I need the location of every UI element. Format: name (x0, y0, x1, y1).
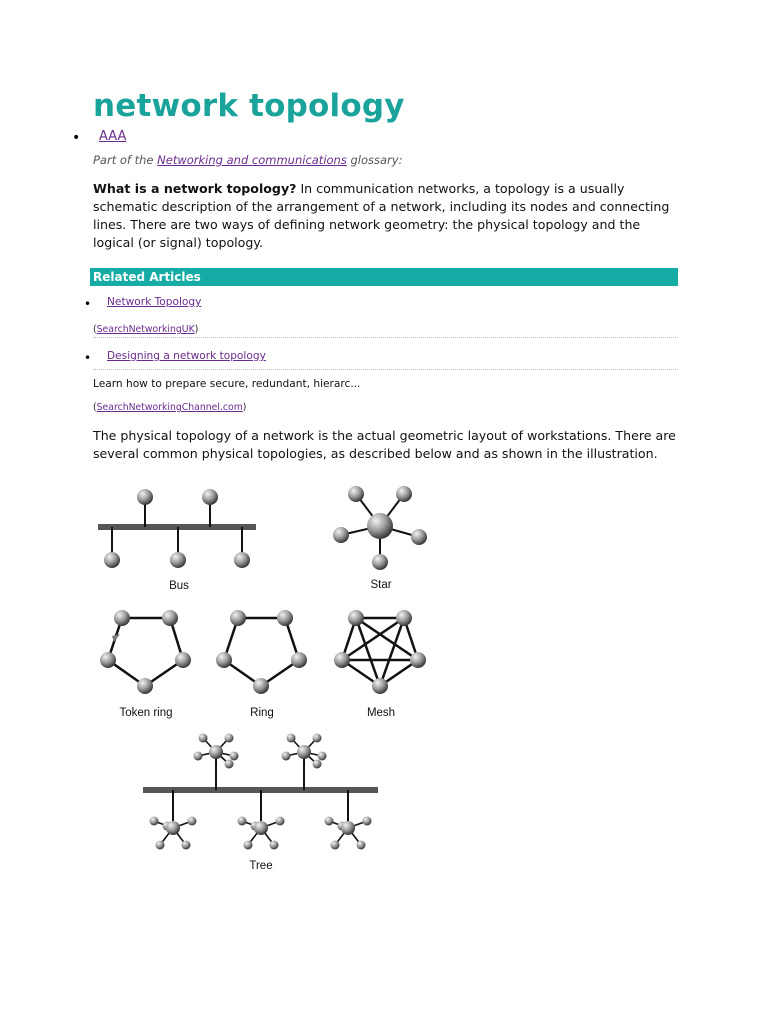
mesh-topology (342, 618, 418, 686)
node (137, 678, 153, 694)
source-link[interactable]: SearchNetworkingChannel.com (96, 402, 243, 413)
token-ring-topology (100, 610, 191, 719)
node (162, 610, 178, 626)
node (188, 817, 197, 826)
node (194, 752, 203, 761)
node (150, 817, 159, 826)
intro-question: What is a network topology? (93, 181, 297, 196)
node (234, 552, 250, 568)
hub-node (297, 745, 311, 759)
related-article-source: (SearchNetworkingUK) (93, 324, 199, 335)
node (325, 817, 334, 826)
node (313, 760, 322, 769)
ring-label: Ring (250, 707, 274, 719)
node (396, 610, 412, 626)
glossary-prefix: Part of the (93, 153, 154, 167)
bus-label: Bus (169, 580, 189, 592)
related-article-snippet: Learn how to prepare secure, redundant, hierarc... (93, 378, 361, 390)
node (225, 760, 234, 769)
hub-node (367, 513, 393, 539)
ring-connection (224, 618, 299, 686)
node (230, 610, 246, 626)
intro-text: In communication networks, a topology is a usually schematic description of the arrangement of a network, including its nodes and connecting lines. There are two ways of defining network geometry: the physical topology and the logical (or signal) topology. (93, 181, 670, 250)
connection (380, 618, 404, 686)
node (411, 529, 427, 545)
node (175, 652, 191, 668)
aaa-link[interactable]: AAA (99, 129, 127, 144)
glossary-line (93, 153, 402, 167)
hub-node (209, 745, 223, 759)
glossary-suffix: glossary: (350, 153, 403, 167)
bus-topology (98, 489, 256, 592)
node (216, 652, 232, 668)
topology-diagram (0, 470, 768, 890)
divider (93, 369, 678, 370)
node (313, 734, 322, 743)
divider (93, 337, 678, 338)
node (287, 734, 296, 743)
node (230, 752, 239, 761)
node (277, 610, 293, 626)
bullet-icon: • (84, 297, 92, 311)
node (348, 486, 364, 502)
physical-topology-paragraph: The physical topology of a network is the actual geometric layout of workstations. There are several common physical topologies, as described below and as shown in the illustration. (93, 428, 676, 461)
ring-topology (216, 610, 307, 719)
intro-paragraph (93, 180, 683, 252)
related-article-link[interactable]: Designing a network topology (107, 350, 266, 362)
node (270, 841, 279, 850)
node (331, 841, 340, 850)
related-articles-header: Related Articles (90, 268, 678, 286)
node (410, 652, 426, 668)
node (100, 652, 116, 668)
node (372, 554, 388, 570)
node (202, 489, 218, 505)
node (333, 527, 349, 543)
tree-topology (143, 734, 378, 873)
node (156, 841, 165, 850)
star-topology (333, 486, 427, 591)
mesh-label: Mesh (366, 707, 396, 719)
source-link[interactable]: SearchNetworkingUK (96, 324, 195, 335)
node (396, 486, 412, 502)
node (363, 817, 372, 826)
node (253, 678, 269, 694)
node (170, 552, 186, 568)
node (225, 734, 234, 743)
glossary-link[interactable]: Networking and communications (157, 153, 347, 167)
ring-connection (108, 618, 183, 686)
node (276, 817, 285, 826)
bullet-icon: • (84, 351, 92, 365)
related-article-source: (SearchNetworkingChannel.com) (93, 402, 247, 413)
hub-node (254, 821, 268, 835)
mesh-nodes (334, 610, 426, 719)
star-label: Star (370, 579, 392, 591)
node (291, 652, 307, 668)
node (372, 678, 388, 694)
connection (356, 618, 380, 686)
node (357, 841, 366, 850)
node (244, 841, 253, 850)
node (318, 752, 327, 761)
node (114, 610, 130, 626)
node (348, 610, 364, 626)
node (282, 752, 291, 761)
node (199, 734, 208, 743)
node (137, 489, 153, 505)
token-ring-label: Token ring (119, 707, 173, 719)
node (238, 817, 247, 826)
node (104, 552, 120, 568)
node (334, 652, 350, 668)
hub-node (341, 821, 355, 835)
tree-label: Tree (249, 860, 273, 872)
node (182, 841, 191, 850)
hub-node (166, 821, 180, 835)
bullet-icon: • (72, 130, 81, 146)
related-article-link[interactable]: Network Topology (107, 296, 202, 308)
page-title: network topology (93, 88, 405, 124)
